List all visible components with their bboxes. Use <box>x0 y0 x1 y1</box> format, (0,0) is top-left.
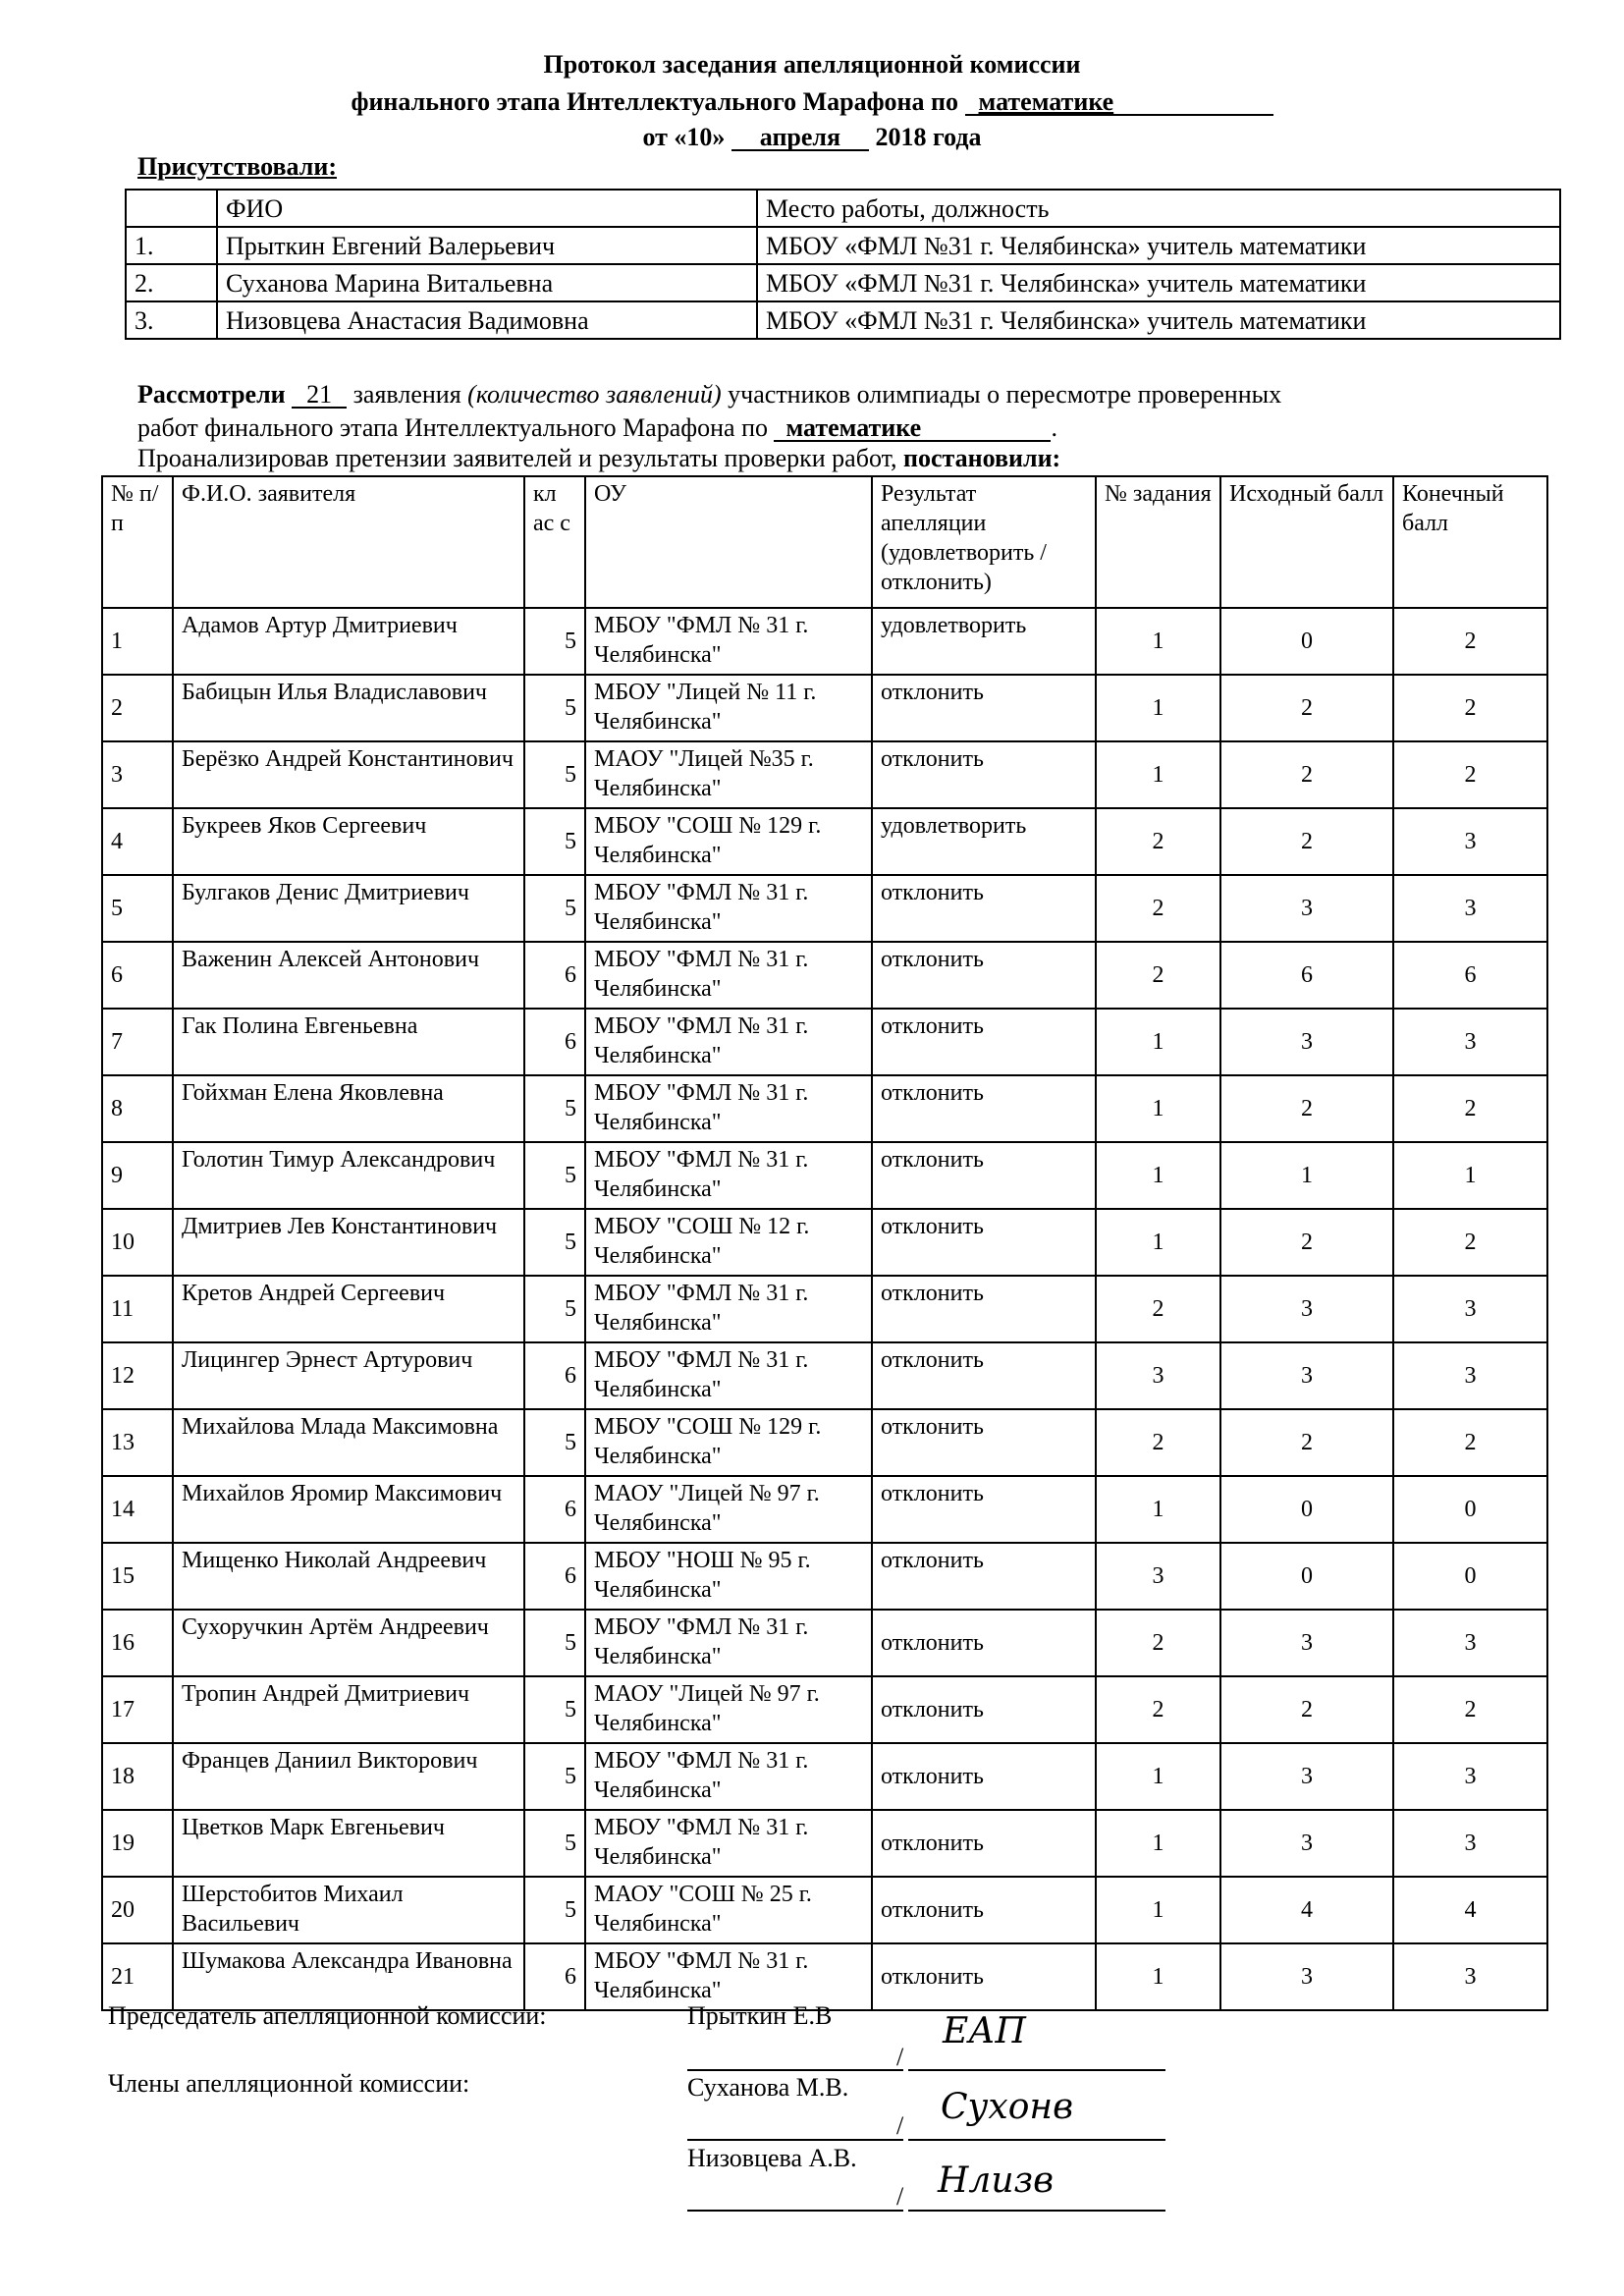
considered-text1: заявления <box>352 380 461 409</box>
grade: 5 <box>524 1075 585 1142</box>
considered-line2-suffix: . <box>1051 413 1057 442</box>
considered-label: Рассмотрели <box>137 380 286 409</box>
task-number: 2 <box>1096 1610 1220 1676</box>
grade: 5 <box>524 675 585 741</box>
count-value: 21 <box>306 380 333 409</box>
signature-line <box>687 2139 903 2141</box>
applicant-name: Кретов Андрей Сергеевич <box>173 1276 524 1342</box>
present-name: Низовцева Анастасия Вадимовна <box>217 301 757 339</box>
appeal-result: отклонить <box>872 1142 1096 1209</box>
applicant-name: Берёзко Андрей Константинович <box>173 741 524 808</box>
table-row <box>102 942 1547 1009</box>
appeal-result: отклонить <box>872 875 1096 942</box>
subject-field <box>965 87 1273 116</box>
final-score: 1 <box>1393 1142 1547 1209</box>
signature-line <box>908 2069 1165 2071</box>
appeal-number: 2 <box>102 675 173 741</box>
present-header-row <box>126 190 1560 227</box>
initial-score: 6 <box>1220 942 1393 1009</box>
table-row <box>102 1877 1547 1943</box>
initial-score: 3 <box>1220 875 1393 942</box>
present-row <box>126 301 1560 339</box>
appeal-number: 18 <box>102 1743 173 1810</box>
col-initial-score: Исходный балл <box>1220 476 1393 608</box>
initial-score: 3 <box>1220 1810 1393 1877</box>
present-name: Суханова Марина Витальевна <box>217 264 757 301</box>
final-score: 2 <box>1393 608 1547 675</box>
appeal-result: отклонить <box>872 1743 1096 1810</box>
grade: 5 <box>524 1142 585 1209</box>
school: МБОУ "ФМЛ № 31 г. Челябинска" <box>585 1810 872 1877</box>
col-appeal-number: № п/п <box>102 476 173 608</box>
task-number: 1 <box>1096 675 1220 741</box>
appeal-result: отклонить <box>872 1476 1096 1543</box>
grade: 6 <box>524 1342 585 1409</box>
present-table <box>125 189 1561 340</box>
grade: 5 <box>524 1676 585 1743</box>
appeal-number: 13 <box>102 1409 173 1476</box>
initial-score: 3 <box>1220 1009 1393 1075</box>
appeal-number: 5 <box>102 875 173 942</box>
table-row <box>102 1543 1547 1610</box>
col-workplace: Место работы, должность <box>757 190 1560 227</box>
signature-line <box>908 2139 1165 2141</box>
present-name: Прыткин Евгений Валерьевич <box>217 227 757 264</box>
initial-score: 3 <box>1220 1743 1393 1810</box>
initial-score: 3 <box>1220 1342 1393 1409</box>
date-prefix: от «10» <box>642 123 726 151</box>
table-row <box>102 1476 1547 1543</box>
initial-score: 2 <box>1220 1676 1393 1743</box>
appeal-result: отклонить <box>872 1543 1096 1610</box>
initial-score: 2 <box>1220 675 1393 741</box>
grade: 6 <box>524 1543 585 1610</box>
final-score: 3 <box>1393 1610 1547 1676</box>
appeal-result: отклонить <box>872 1209 1096 1276</box>
task-number: 1 <box>1096 1142 1220 1209</box>
appeal-result: отклонить <box>872 1877 1096 1943</box>
school: МБОУ "ФМЛ № 31 г. Челябинска" <box>585 1276 872 1342</box>
appeal-result: отклонить <box>872 1676 1096 1743</box>
appeal-result: отклонить <box>872 1342 1096 1409</box>
task-number: 1 <box>1096 1009 1220 1075</box>
appeal-result: отклонить <box>872 1075 1096 1142</box>
appeal-result: отклонить <box>872 1943 1096 2010</box>
subject-value: математике <box>978 87 1114 116</box>
task-number: 2 <box>1096 942 1220 1009</box>
col-task: № задания <box>1096 476 1220 608</box>
table-row <box>102 808 1547 875</box>
appeal-result: отклонить <box>872 1810 1096 1877</box>
final-score: 3 <box>1393 875 1547 942</box>
col-applicant-name: Ф.И.О. заявителя <box>173 476 524 608</box>
considered-line3-prefix: Проанализировав претензии заявителей и результаты проверки работ, <box>137 444 897 472</box>
task-number: 2 <box>1096 808 1220 875</box>
table-row <box>102 1209 1547 1276</box>
table-row <box>102 1810 1547 1877</box>
school: МБОУ "СОШ № 129 г. Челябинска" <box>585 1409 872 1476</box>
appeal-number: 20 <box>102 1877 173 1943</box>
initial-score: 0 <box>1220 1476 1393 1543</box>
table-row <box>102 1142 1547 1209</box>
table-row <box>102 675 1547 741</box>
present-number: 2. <box>126 264 217 301</box>
table-row <box>102 1009 1547 1075</box>
present-row <box>126 227 1560 264</box>
initial-score: 2 <box>1220 808 1393 875</box>
appeal-number: 7 <box>102 1009 173 1075</box>
applicant-name: Бабицын Илья Владиславович <box>173 675 524 741</box>
applicant-name: Тропин Андрей Дмитриевич <box>173 1676 524 1743</box>
col-result: Результат апелляции (удовлетворить /отклонить) <box>872 476 1096 608</box>
appeal-result: отклонить <box>872 1276 1096 1342</box>
initial-score: 3 <box>1220 1943 1393 2010</box>
col-school: ОУ <box>585 476 872 608</box>
appeal-number: 1 <box>102 608 173 675</box>
applicant-name: Цветков Марк Евгеньевич <box>173 1810 524 1877</box>
protocol-date <box>0 122 1624 153</box>
considered-subject-value: математике <box>785 413 922 442</box>
considered-line-2 <box>137 413 1057 443</box>
signature-chair: ЕАП <box>943 2011 1026 2051</box>
task-number: 3 <box>1096 1543 1220 1610</box>
month-value: апреля <box>759 123 841 151</box>
initial-score: 0 <box>1220 1543 1393 1610</box>
appeal-number: 6 <box>102 942 173 1009</box>
school: МАОУ "Лицей № 97 г. Челябинска" <box>585 1476 872 1543</box>
task-number: 1 <box>1096 1810 1220 1877</box>
grade: 6 <box>524 1476 585 1543</box>
final-score: 3 <box>1393 1943 1547 2010</box>
final-score: 3 <box>1393 1743 1547 1810</box>
final-score: 2 <box>1393 675 1547 741</box>
decided-label: постановили: <box>903 444 1061 472</box>
task-number: 1 <box>1096 1943 1220 2010</box>
school: МАОУ "СОШ № 25 г. Челябинска" <box>585 1877 872 1943</box>
col-final-score: Конечный балл <box>1393 476 1547 608</box>
present-label: Присутствовали: <box>137 152 337 181</box>
signature-line <box>908 2210 1165 2212</box>
school: МБОУ "ФМЛ № 31 г. Челябинска" <box>585 608 872 675</box>
applicant-name: Михайлов Яромир Максимович <box>173 1476 524 1543</box>
year: 2018 года <box>875 123 982 151</box>
grade: 5 <box>524 608 585 675</box>
applicant-name: Гак Полина Евгеньевна <box>173 1009 524 1075</box>
final-score: 2 <box>1393 741 1547 808</box>
initial-score: 0 <box>1220 608 1393 675</box>
grade: 6 <box>524 1009 585 1075</box>
applicant-name: Булгаков Денис Дмитриевич <box>173 875 524 942</box>
month-field <box>731 123 869 151</box>
signature-member-1: Сухонв <box>941 2087 1074 2127</box>
appeal-result: отклонить <box>872 741 1096 808</box>
grade: 5 <box>524 808 585 875</box>
appeal-number: 14 <box>102 1476 173 1543</box>
school: МБОУ "ФМЛ № 31 г. Челябинска" <box>585 1142 872 1209</box>
grade: 5 <box>524 1209 585 1276</box>
initial-score: 2 <box>1220 1075 1393 1142</box>
school: МБОУ "ФМЛ № 31 г. Челябинска" <box>585 942 872 1009</box>
school: МБОУ "ФМЛ № 31 г. Челябинска" <box>585 1610 872 1676</box>
count-field <box>292 380 347 409</box>
final-score: 2 <box>1393 1075 1547 1142</box>
final-score: 3 <box>1393 1342 1547 1409</box>
initial-score: 3 <box>1220 1276 1393 1342</box>
applicant-name: Мищенко Николай Андреевич <box>173 1543 524 1610</box>
appeal-number: 4 <box>102 808 173 875</box>
final-score: 0 <box>1393 1476 1547 1543</box>
final-score: 3 <box>1393 1009 1547 1075</box>
appeal-result: отклонить <box>872 942 1096 1009</box>
members-label: Члены апелляционной комиссии: <box>108 2069 470 2098</box>
task-number: 1 <box>1096 608 1220 675</box>
considered-line2-prefix: работ финального этапа Интеллектуального Марафона по <box>137 413 768 442</box>
grade: 6 <box>524 1943 585 2010</box>
col-number <box>126 190 217 227</box>
final-score: 3 <box>1393 1810 1547 1877</box>
grade: 5 <box>524 1276 585 1342</box>
appeal-number: 11 <box>102 1276 173 1342</box>
signature-slash: / <box>896 2043 904 2071</box>
task-number: 1 <box>1096 1877 1220 1943</box>
appeal-number: 19 <box>102 1810 173 1877</box>
final-score: 0 <box>1393 1543 1547 1610</box>
appeal-number: 15 <box>102 1543 173 1610</box>
present-work: МБОУ «ФМЛ №31 г. Челябинска» учитель математики <box>757 264 1560 301</box>
table-row <box>102 1276 1547 1342</box>
considered-line-1 <box>137 380 1281 410</box>
final-score: 2 <box>1393 1209 1547 1276</box>
applicant-name: Адамов Артур Дмитриевич <box>173 608 524 675</box>
applicant-name: Голотин Тимур Александрович <box>173 1142 524 1209</box>
task-number: 2 <box>1096 1676 1220 1743</box>
table-row <box>102 741 1547 808</box>
applicant-name: Лицингер Эрнест Артурович <box>173 1342 524 1409</box>
appeal-result: отклонить <box>872 1409 1096 1476</box>
initial-score: 1 <box>1220 1142 1393 1209</box>
table-row <box>102 1676 1547 1743</box>
signature-slash: / <box>896 2182 904 2211</box>
signer-name-chair: Прыткин Е.В <box>687 2001 833 2030</box>
appeal-result: отклонить <box>872 675 1096 741</box>
task-number: 2 <box>1096 875 1220 942</box>
appeal-number: 8 <box>102 1075 173 1142</box>
applicant-name: Шумакова Александра Ивановна <box>173 1943 524 2010</box>
applicant-name: Сухоручкин Артём Андреевич <box>173 1610 524 1676</box>
signature-line <box>687 2069 903 2071</box>
appeals-header-row <box>102 476 1547 608</box>
initial-score: 2 <box>1220 1409 1393 1476</box>
school: МБОУ "СОШ № 129 г. Челябинска" <box>585 808 872 875</box>
table-row <box>102 1342 1547 1409</box>
grade: 5 <box>524 1877 585 1943</box>
appeals-table <box>101 475 1548 2011</box>
initial-score: 2 <box>1220 1209 1393 1276</box>
appeal-result: удовлетворить <box>872 608 1096 675</box>
applicant-name: Францев Даниил Викторович <box>173 1743 524 1810</box>
task-number: 1 <box>1096 1209 1220 1276</box>
applicant-name: Важенин Алексей Антонович <box>173 942 524 1009</box>
table-row <box>102 1075 1547 1142</box>
school: МБОУ "ФМЛ № 31 г. Челябинска" <box>585 1075 872 1142</box>
considered-note: (количество заявлений) <box>467 380 722 409</box>
table-row <box>102 1943 1547 2010</box>
school: МБОУ "ФМЛ № 31 г. Челябинска" <box>585 1943 872 2010</box>
school: МБОУ "ФМЛ № 31 г. Челябинска" <box>585 1743 872 1810</box>
initial-score: 3 <box>1220 1610 1393 1676</box>
considered-line-3 <box>137 444 1060 473</box>
appeals-body <box>102 608 1547 2010</box>
task-number: 2 <box>1096 1409 1220 1476</box>
appeal-result: удовлетворить <box>872 808 1096 875</box>
signer-name-member-2: Низовцева А.В. <box>687 2144 857 2172</box>
appeal-number: 17 <box>102 1676 173 1743</box>
signer-name-member-1: Суханова М.В. <box>687 2073 849 2102</box>
present-row <box>126 264 1560 301</box>
grade: 5 <box>524 1743 585 1810</box>
subtitle-prefix: финального этапа Интеллектуального Марафона по <box>351 87 959 116</box>
grade: 6 <box>524 942 585 1009</box>
final-score: 6 <box>1393 942 1547 1009</box>
grade: 5 <box>524 1610 585 1676</box>
school: МБОУ "СОШ № 12 г. Челябинска" <box>585 1209 872 1276</box>
present-work: МБОУ «ФМЛ №31 г. Челябинска» учитель математики <box>757 301 1560 339</box>
final-score: 2 <box>1393 1409 1547 1476</box>
task-number: 1 <box>1096 1476 1220 1543</box>
appeal-number: 3 <box>102 741 173 808</box>
table-row <box>102 608 1547 675</box>
final-score: 2 <box>1393 1676 1547 1743</box>
appeal-result: отклонить <box>872 1009 1096 1075</box>
applicant-name: Букреев Яков Сергеевич <box>173 808 524 875</box>
present-work: МБОУ «ФМЛ №31 г. Челябинска» учитель математики <box>757 227 1560 264</box>
appeal-number: 10 <box>102 1209 173 1276</box>
school: МБОУ "ФМЛ № 31 г. Челябинска" <box>585 875 872 942</box>
grade: 5 <box>524 741 585 808</box>
final-score: 4 <box>1393 1877 1547 1943</box>
signature-line <box>687 2210 903 2212</box>
appeal-number: 9 <box>102 1142 173 1209</box>
school: МАОУ "Лицей №35 г. Челябинска" <box>585 741 872 808</box>
table-row <box>102 875 1547 942</box>
applicant-name: Гойхман Елена Яковлевна <box>173 1075 524 1142</box>
applicant-name: Шерстобитов Михаил Васильевич <box>173 1877 524 1943</box>
school: МБОУ "Лицей № 11 г. Челябинска" <box>585 675 872 741</box>
school: МБОУ "ФМЛ № 31 г. Челябинска" <box>585 1342 872 1409</box>
grade: 5 <box>524 875 585 942</box>
grade: 5 <box>524 1409 585 1476</box>
considered-subject-field <box>774 413 1051 442</box>
table-row <box>102 1409 1547 1476</box>
col-grade: кл ас с <box>524 476 585 608</box>
appeal-number: 12 <box>102 1342 173 1409</box>
table-row <box>102 1743 1547 1810</box>
appeal-result: отклонить <box>872 1610 1096 1676</box>
task-number: 2 <box>1096 1276 1220 1342</box>
task-number: 3 <box>1096 1342 1220 1409</box>
appeal-number: 21 <box>102 1943 173 2010</box>
applicant-name: Михайлова Млада Максимовна <box>173 1409 524 1476</box>
table-row <box>102 1610 1547 1676</box>
chair-label: Председатель апелляционной комиссии: <box>108 2001 547 2030</box>
protocol-subtitle <box>0 86 1624 118</box>
present-number: 3. <box>126 301 217 339</box>
present-number: 1. <box>126 227 217 264</box>
col-fio: ФИО <box>217 190 757 227</box>
initial-score: 2 <box>1220 741 1393 808</box>
grade: 5 <box>524 1810 585 1877</box>
signature-member-2: Нлизв <box>938 2160 1055 2201</box>
signature-slash: / <box>896 2111 904 2140</box>
final-score: 3 <box>1393 808 1547 875</box>
protocol-title: Протокол заседания апелляционной комиссии <box>543 50 1081 79</box>
initial-score: 4 <box>1220 1877 1393 1943</box>
task-number: 1 <box>1096 741 1220 808</box>
task-number: 1 <box>1096 1075 1220 1142</box>
appeal-number: 16 <box>102 1610 173 1676</box>
final-score: 3 <box>1393 1276 1547 1342</box>
school: МБОУ "НОШ № 95 г. Челябинска" <box>585 1543 872 1610</box>
considered-text2: участников олимпиады о пересмотре проверенных <box>728 380 1282 409</box>
school: МАОУ "Лицей № 97 г. Челябинска" <box>585 1676 872 1743</box>
applicant-name: Дмитриев Лев Константинович <box>173 1209 524 1276</box>
task-number: 1 <box>1096 1743 1220 1810</box>
school: МБОУ "ФМЛ № 31 г. Челябинска" <box>585 1009 872 1075</box>
